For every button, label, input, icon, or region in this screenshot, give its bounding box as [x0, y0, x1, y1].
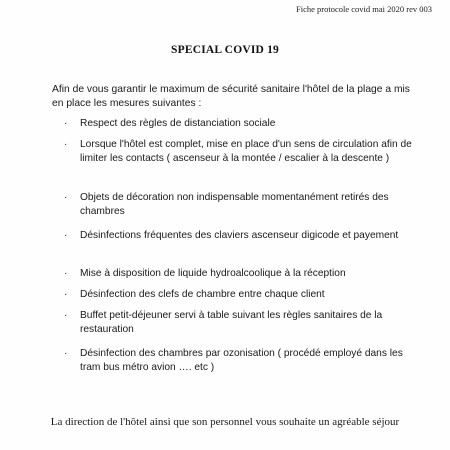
page-title: SPECIAL COVID 19 [171, 44, 279, 56]
measure-text: Mise à disposition de liquide hydroalcoolique à la réception [80, 268, 346, 279]
measure-text: Désinfection des clefs de chambre entre chaque client [80, 289, 325, 300]
bullet-icon: · [64, 348, 68, 359]
bullet-icon: · [64, 118, 68, 129]
bullet-icon: · [64, 230, 68, 241]
bullet-icon: · [64, 289, 68, 300]
bullet-icon: · [64, 139, 68, 150]
document-reference: Fiche protocole covid mai 2020 rev 003 [296, 4, 432, 14]
measure-text: Respect des règles de distanciation sociale [80, 118, 276, 129]
bullet-icon: · [64, 268, 68, 279]
bullet-icon: · [64, 310, 68, 321]
closing-message: La direction de l'hôtel ainsi que son personnel vous souhaite un agréable séjour [50, 416, 400, 428]
intro-paragraph: Afin de vous garantir le maximum de sécurité sanitaire l'hôtel de la plage a mis en place les mesures suivantes : [52, 84, 410, 109]
measure-text: Désinfection des chambres par ozonisation ( procédé employé dans les tram bus métro avion …. etc ) [80, 348, 403, 373]
measure-text: Lorsque l'hôtel est complet, mise en place d'un sens de circulation afin de limiter les contacts ( ascenseur à la montée / escalier à la descente ) [80, 139, 412, 164]
bullet-icon: · [64, 192, 68, 203]
measure-text: Buffet petit-déjeuner servi à table suivant les règles sanitaires de la restauration [80, 310, 383, 335]
measure-text: Désinfections fréquentes des claviers ascenseur digicode et payement [80, 230, 399, 241]
measure-text: Objets de décoration non indispensable momentanément retirés des chambres [80, 192, 389, 217]
